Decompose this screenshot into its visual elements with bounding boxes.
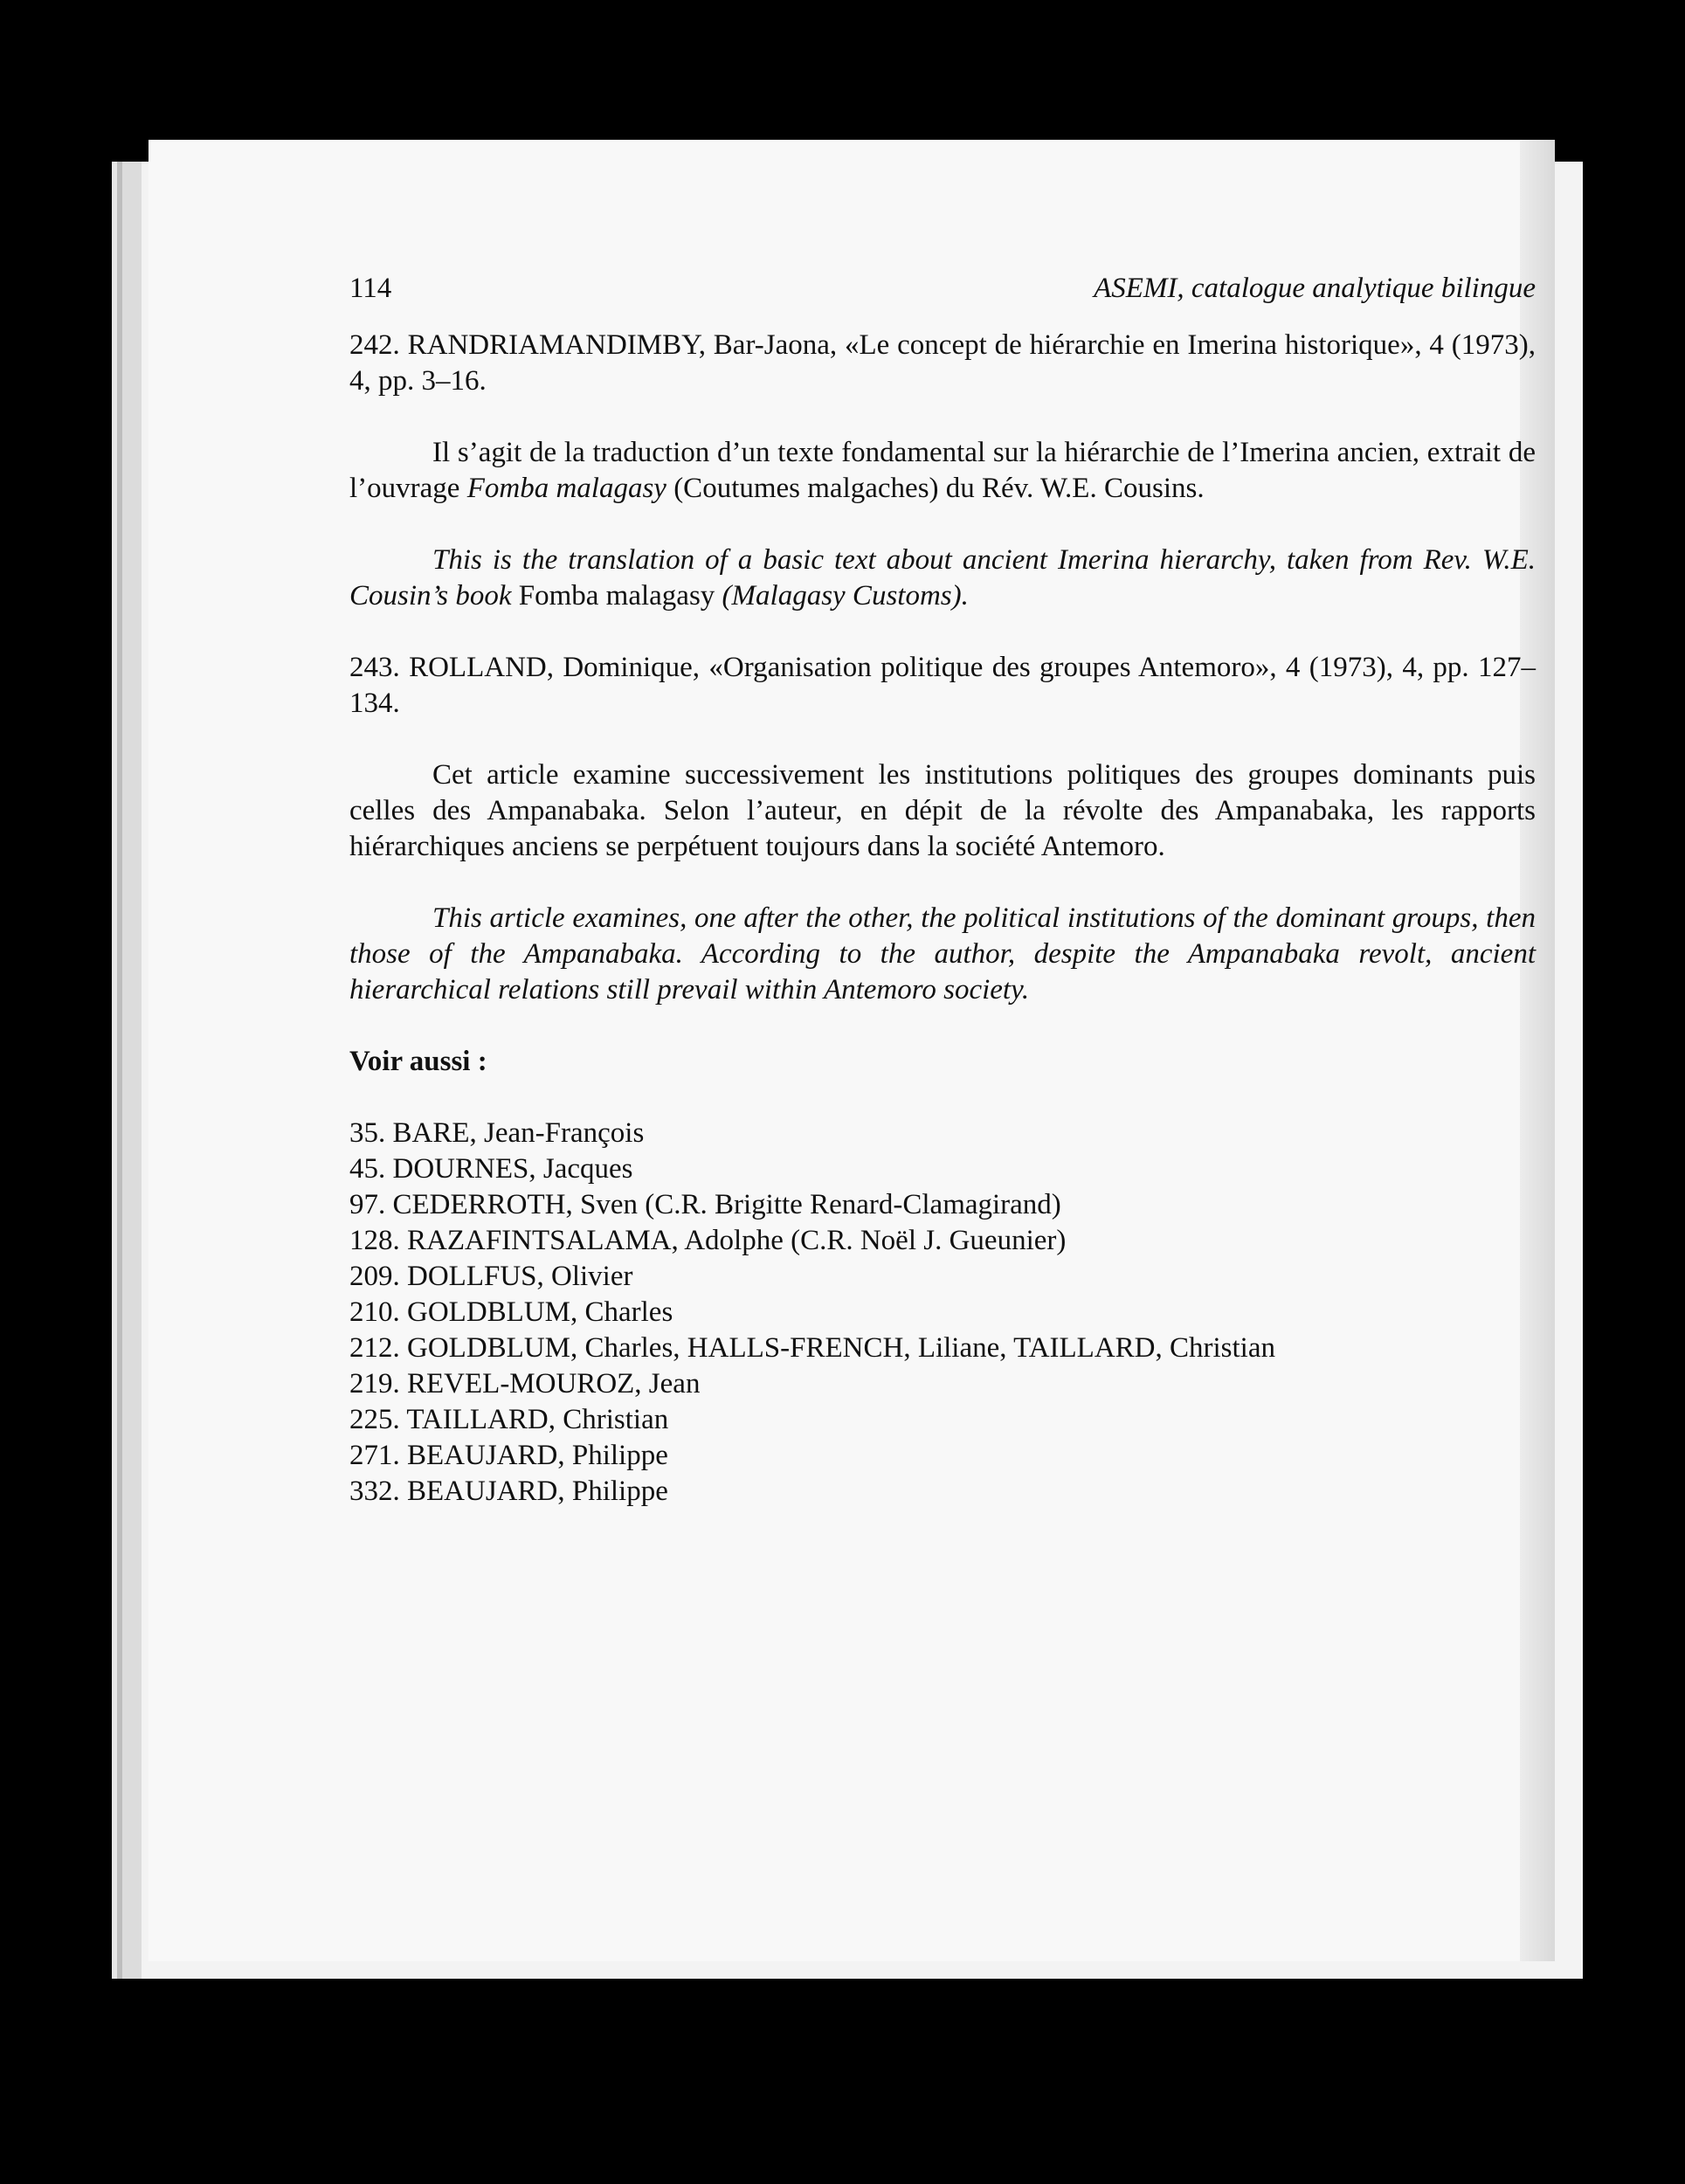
entry-abstract-fr <box>349 435 1536 507</box>
see-also-item: 128. RAZAFINTSALAMA, Adolphe (C.R. Noël J. Gueunier) <box>349 1225 1067 1256</box>
see-also-item: 210. GOLDBLUM, Charles <box>349 1296 673 1328</box>
see-also-label: Voir aussi : <box>349 1046 487 1077</box>
see-also-item: 97. CEDERROTH, Sven (C.R. Brigitte Renard-Clamagirand) <box>349 1189 1061 1220</box>
page-content <box>349 271 1536 1510</box>
entry-heading: 242. RANDRIAMANDIMBY, Bar-Jaona, «Le concept de hiérarchie en Imerina historique», 4 (1973), 4, pp. 3–16. <box>349 329 1536 397</box>
abstract-fr-text: (Coutumes malgaches) du Rév. W.E. Cousins. <box>666 473 1205 504</box>
abstract-fr-text: Il s’agit de la traduction d’un texte fondamental sur la hiérarchie de l’Imerina ancien, extrait de l’ouvrage <box>349 437 1536 504</box>
abstract-en-text: This is the translation of a basic text about ancient Imerina hierarchy, taken from Rev. W.E. Cousin’s book <box>349 544 1536 612</box>
abstract-en-text: (Malagasy Customs). <box>715 580 969 612</box>
see-also-list <box>349 1116 1536 1510</box>
running-head <box>349 271 1536 307</box>
entry-abstract-en <box>349 543 1536 614</box>
entry-heading: 243. ROLLAND, Dominique, «Organisation politique des groupes Antemoro», 4 (1973), 4, pp. 127–134. <box>349 652 1536 719</box>
book-title-italic: Fomba malagasy <box>466 473 666 504</box>
entry-abstract-fr: Cet article examine successivement les institutions politiques des groupes dominants puis celles des Ampanabaka. Selon l’auteur, en dépit de la révolte des Ampanabaka, les rapports hiérarchiques anciens se perpétuent toujours dans la société Antemoro. <box>349 759 1536 862</box>
entry-abstract-en: This article examines, one after the other, the political institutions of the dominant groups, then those of the Ampanabaka. According to the author, despite the Ampanabaka revolt, ancient hierarchical relations still prevail within Antemoro society. <box>349 902 1536 1006</box>
see-also-item: 219. REVEL-MOUROZ, Jean <box>349 1368 701 1400</box>
see-also-item: 45. DOURNES, Jacques <box>349 1153 633 1185</box>
see-also-item: 209. DOLLFUS, Olivier <box>349 1261 633 1292</box>
see-also-item: 332. BEAUJARD, Philippe <box>349 1476 668 1507</box>
page-number: 114 <box>349 273 392 304</box>
running-title: ASEMI, catalogue analytique bilingue <box>1094 273 1536 304</box>
see-also-item: 271. BEAUJARD, Philippe <box>349 1440 668 1471</box>
book-title-roman: Fomba malagasy <box>518 580 715 612</box>
see-also-item: 212. GOLDBLUM, Charles, HALLS-FRENCH, Liliane, TAILLARD, Christian <box>349 1332 1275 1364</box>
see-also-item: 225. TAILLARD, Christian <box>349 1404 669 1435</box>
see-also-item: 35. BARE, Jean-François <box>349 1117 645 1149</box>
